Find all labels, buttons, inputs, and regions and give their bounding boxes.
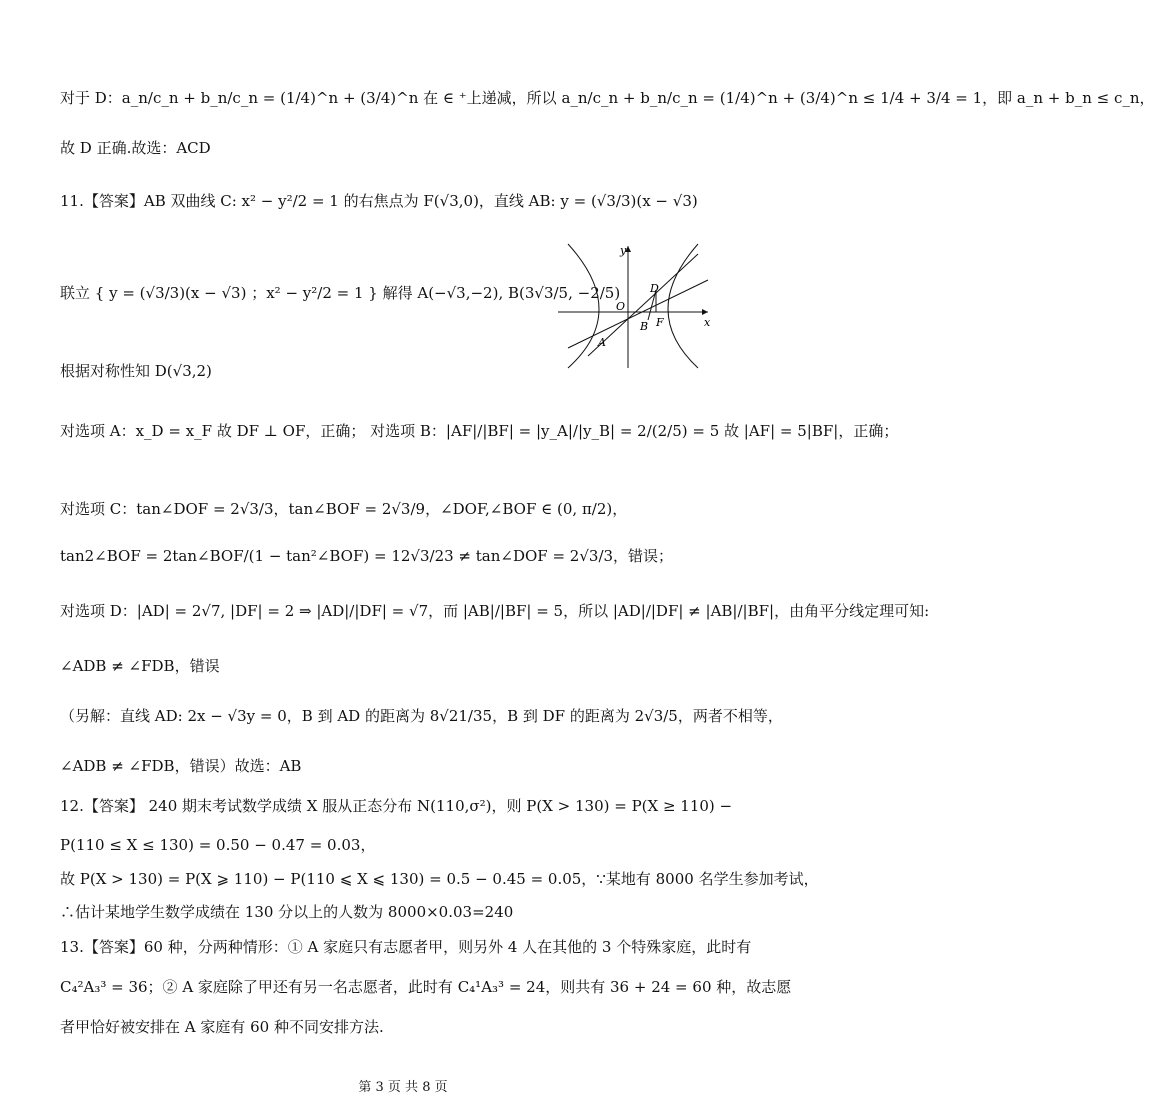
line-19: 者甲恰好被安排在 A 家庭有 60 种不同安排方法. (60, 1018, 384, 1036)
line-8: tan2∠BOF = 2tan∠BOF/(1 − tan²∠BOF) = 12√3/23 ≠ tan∠DOF = 2√3/3，错误； (60, 547, 674, 565)
line-17: 13.【答案】60 种，分两种情形：① A 家庭只有志愿者甲，则另外 4 人在其他的 3 个特殊家庭，此时有 (60, 938, 752, 956)
axis-y-label: y (620, 244, 627, 257)
line-12: ∠ADB ≠ ∠FDB，错误）故选：AB (60, 757, 302, 775)
line-14: P(110 ≤ X ≤ 130) = 0.50 − 0.47 = 0.03， (60, 836, 376, 854)
line-7: 对选项 C：tan∠DOF = 2√3/3，tan∠BOF = 2√3/9，∠DOF,∠BOF ∈ (0, π/2)， (60, 500, 628, 518)
point-b-label: B (640, 320, 649, 333)
point-a-label: A (598, 336, 606, 349)
axis-x-label: x (704, 316, 711, 329)
line-16: ∴估计某地学生数学成绩在 130 分以上的人数为 8000×0.03=240 (60, 903, 514, 921)
line-9: 对选项 D：|AD| = 2√7, |DF| = 2 ⇒ |AD|/|DF| = √7，而 |AB|/|BF| = 5，所以 |AD|/|DF| ≠ |AB|/|BF|，由角平分线定理可知: (60, 602, 930, 620)
line-2: 故 D 正确.故选：ACD (60, 139, 211, 157)
point-f-label: F (656, 316, 664, 329)
line-15: 故 P(X > 130) = P(X ⩾ 110) − P(110 ⩽ X ⩽ 130) = 0.5 − 0.45 = 0.05，∵某地有 8000 名学生参加考试， (60, 870, 819, 888)
line-13: 12.【答案】 240 期末考试数学成绩 X 服从正态分布 N(110,σ²)，则 P(X > 130) = P(X ≥ 110) − (60, 797, 733, 815)
origin-label: O (616, 300, 626, 313)
hyperbola-figure (558, 240, 718, 368)
line-11: （另解：直线 AD: 2x − √3y = 0，B 到 AD 的距离为 8√21/35，B 到 DF 的距离为 2√3/5，两者不相等， (60, 707, 783, 725)
line-18: C₄²A₃³ = 36；② A 家庭除了甲还有另一名志愿者，此时有 C₄¹A₃³ = 24，则共有 36 + 24 = 60 种，故志愿 (60, 978, 792, 996)
line-3: 11.【答案】AB 双曲线 C: x² − y²/2 = 1 的右焦点为 F(√3,0)，直线 AB: y = (√3/3)(x − √3) (60, 192, 698, 210)
line-10: ∠ADB ≠ ∠FDB，错误 (60, 657, 220, 675)
line-6: 对选项 A：x_D = x_F 故 DF ⊥ OF，正确； 对选项 B：|AF|/|BF| = |y_A|/|y_B| = 2/(2/5) = 5 故 |AF| = 5|BF|，正确； (60, 422, 899, 440)
point-d-label: D (650, 282, 659, 295)
line-4: 联立 { y = (√3/3)(x − √3) ；x² − y²/2 = 1 } 解得 A(−√3,−2), B(3√3/5, −2/5) (60, 284, 621, 302)
page-footer: 第 3 页 共 8 页 (358, 1080, 448, 1095)
line-1: 对于 D：a_n/c_n + b_n/c_n = (1/4)^n + (3/4)^n 在 ∈ ⁺上递减，所以 a_n/c_n + b_n/c_n = (1/4)^n + (3/4)^n ≤ 1/4 + 3/4 = 1，即 a_n + b_n ≤ c_n， (60, 89, 1155, 107)
line-5: 根据对称性知 D(√3,2) (60, 362, 212, 380)
